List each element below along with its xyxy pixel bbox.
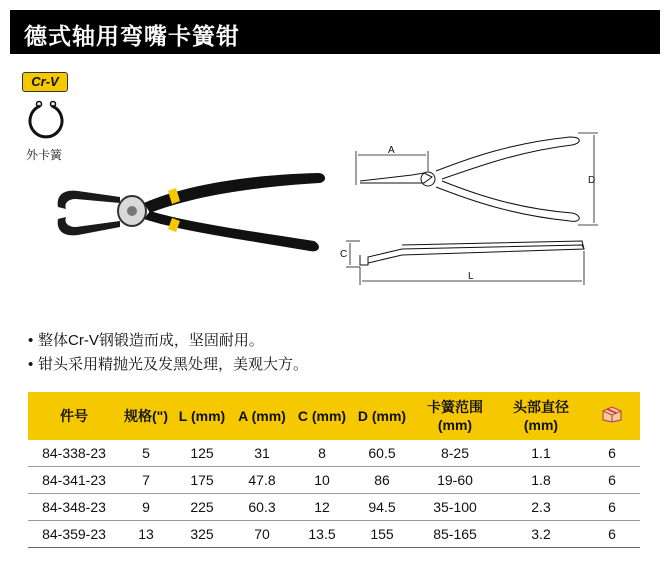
cell-c: 10 xyxy=(292,467,352,494)
cell-tip-dia: 1.8 xyxy=(498,467,584,494)
circlip-ring-icon xyxy=(22,98,70,146)
cell-ring-range: 85-165 xyxy=(412,521,498,548)
page-title: 德式轴用弯嘴卡簧钳 xyxy=(24,23,240,49)
cell-a: 31 xyxy=(232,440,292,467)
col-header-c: C (mm) xyxy=(292,392,352,440)
dim-c-label: C xyxy=(340,249,348,260)
cell-pack: 6 xyxy=(584,467,640,494)
dim-d-label: D xyxy=(588,175,596,186)
table-row xyxy=(28,440,640,467)
box-icon xyxy=(584,392,640,440)
cell-a: 60.3 xyxy=(232,494,292,521)
col-header-part-no: 件号 xyxy=(28,392,120,440)
title-bar xyxy=(10,10,660,54)
cell-c: 12 xyxy=(292,494,352,521)
cell-tip-dia: 2.3 xyxy=(498,494,584,521)
cell-a: 70 xyxy=(232,521,292,548)
cell-ring-range: 19-60 xyxy=(412,467,498,494)
table-row xyxy=(28,521,640,548)
cell-l: 125 xyxy=(172,440,232,467)
plier-photo xyxy=(50,165,330,255)
cell-size: 5 xyxy=(120,440,172,467)
cell-tip-dia: 1.1 xyxy=(498,440,584,467)
cell-size: 13 xyxy=(120,521,172,548)
cell-c: 13.5 xyxy=(292,521,352,548)
cell-part-no: 84-359-23 xyxy=(28,521,120,548)
cell-size: 7 xyxy=(120,467,172,494)
cell-d: 60.5 xyxy=(352,440,412,467)
dimension-diagram xyxy=(332,125,612,295)
table-row xyxy=(28,467,640,494)
cell-pack: 6 xyxy=(584,494,640,521)
feature-item: • 整体Cr-V钢锻造而成，坚固耐用。 xyxy=(28,332,264,349)
cell-size: 9 xyxy=(120,494,172,521)
cell-part-no: 84-341-23 xyxy=(28,467,120,494)
col-header-tip-dia: 头部直径 (mm) xyxy=(498,392,584,440)
col-header-d: D (mm) xyxy=(352,392,412,440)
dim-a-label: A xyxy=(388,145,395,156)
cell-part-no: 84-348-23 xyxy=(28,494,120,521)
cell-l: 175 xyxy=(172,467,232,494)
cell-a: 47.8 xyxy=(232,467,292,494)
crv-badge: Cr-V xyxy=(22,72,68,92)
table-header-row xyxy=(28,392,640,440)
feature-list xyxy=(28,329,308,377)
cell-part-no: 84-338-23 xyxy=(28,440,120,467)
cell-ring-range: 35-100 xyxy=(412,494,498,521)
table-row xyxy=(28,494,640,521)
cell-l: 225 xyxy=(172,494,232,521)
col-header-l: L (mm) xyxy=(172,392,232,440)
cell-pack: 6 xyxy=(584,440,640,467)
dim-l-label: L xyxy=(468,271,474,282)
cell-tip-dia: 3.2 xyxy=(498,521,584,548)
cell-l: 325 xyxy=(172,521,232,548)
col-header-size: 规格(") xyxy=(120,392,172,440)
spec-table xyxy=(28,392,640,548)
cell-ring-range: 8-25 xyxy=(412,440,498,467)
cell-d: 155 xyxy=(352,521,412,548)
col-header-ring-range: 卡簧范围 (mm) xyxy=(412,392,498,440)
cell-c: 8 xyxy=(292,440,352,467)
cell-d: 86 xyxy=(352,467,412,494)
cell-pack: 6 xyxy=(584,521,640,548)
feature-item: • 钳头采用精抛光及发黑处理，美观大方。 xyxy=(28,356,309,373)
cell-d: 94.5 xyxy=(352,494,412,521)
feature-text: 钳头采用精抛光及发黑处理，美观大方。 xyxy=(38,356,309,373)
ring-label: 外卡簧 xyxy=(26,148,63,162)
feature-text: 整体Cr-V钢锻造而成，坚固耐用。 xyxy=(38,332,264,349)
col-header-a: A (mm) xyxy=(232,392,292,440)
